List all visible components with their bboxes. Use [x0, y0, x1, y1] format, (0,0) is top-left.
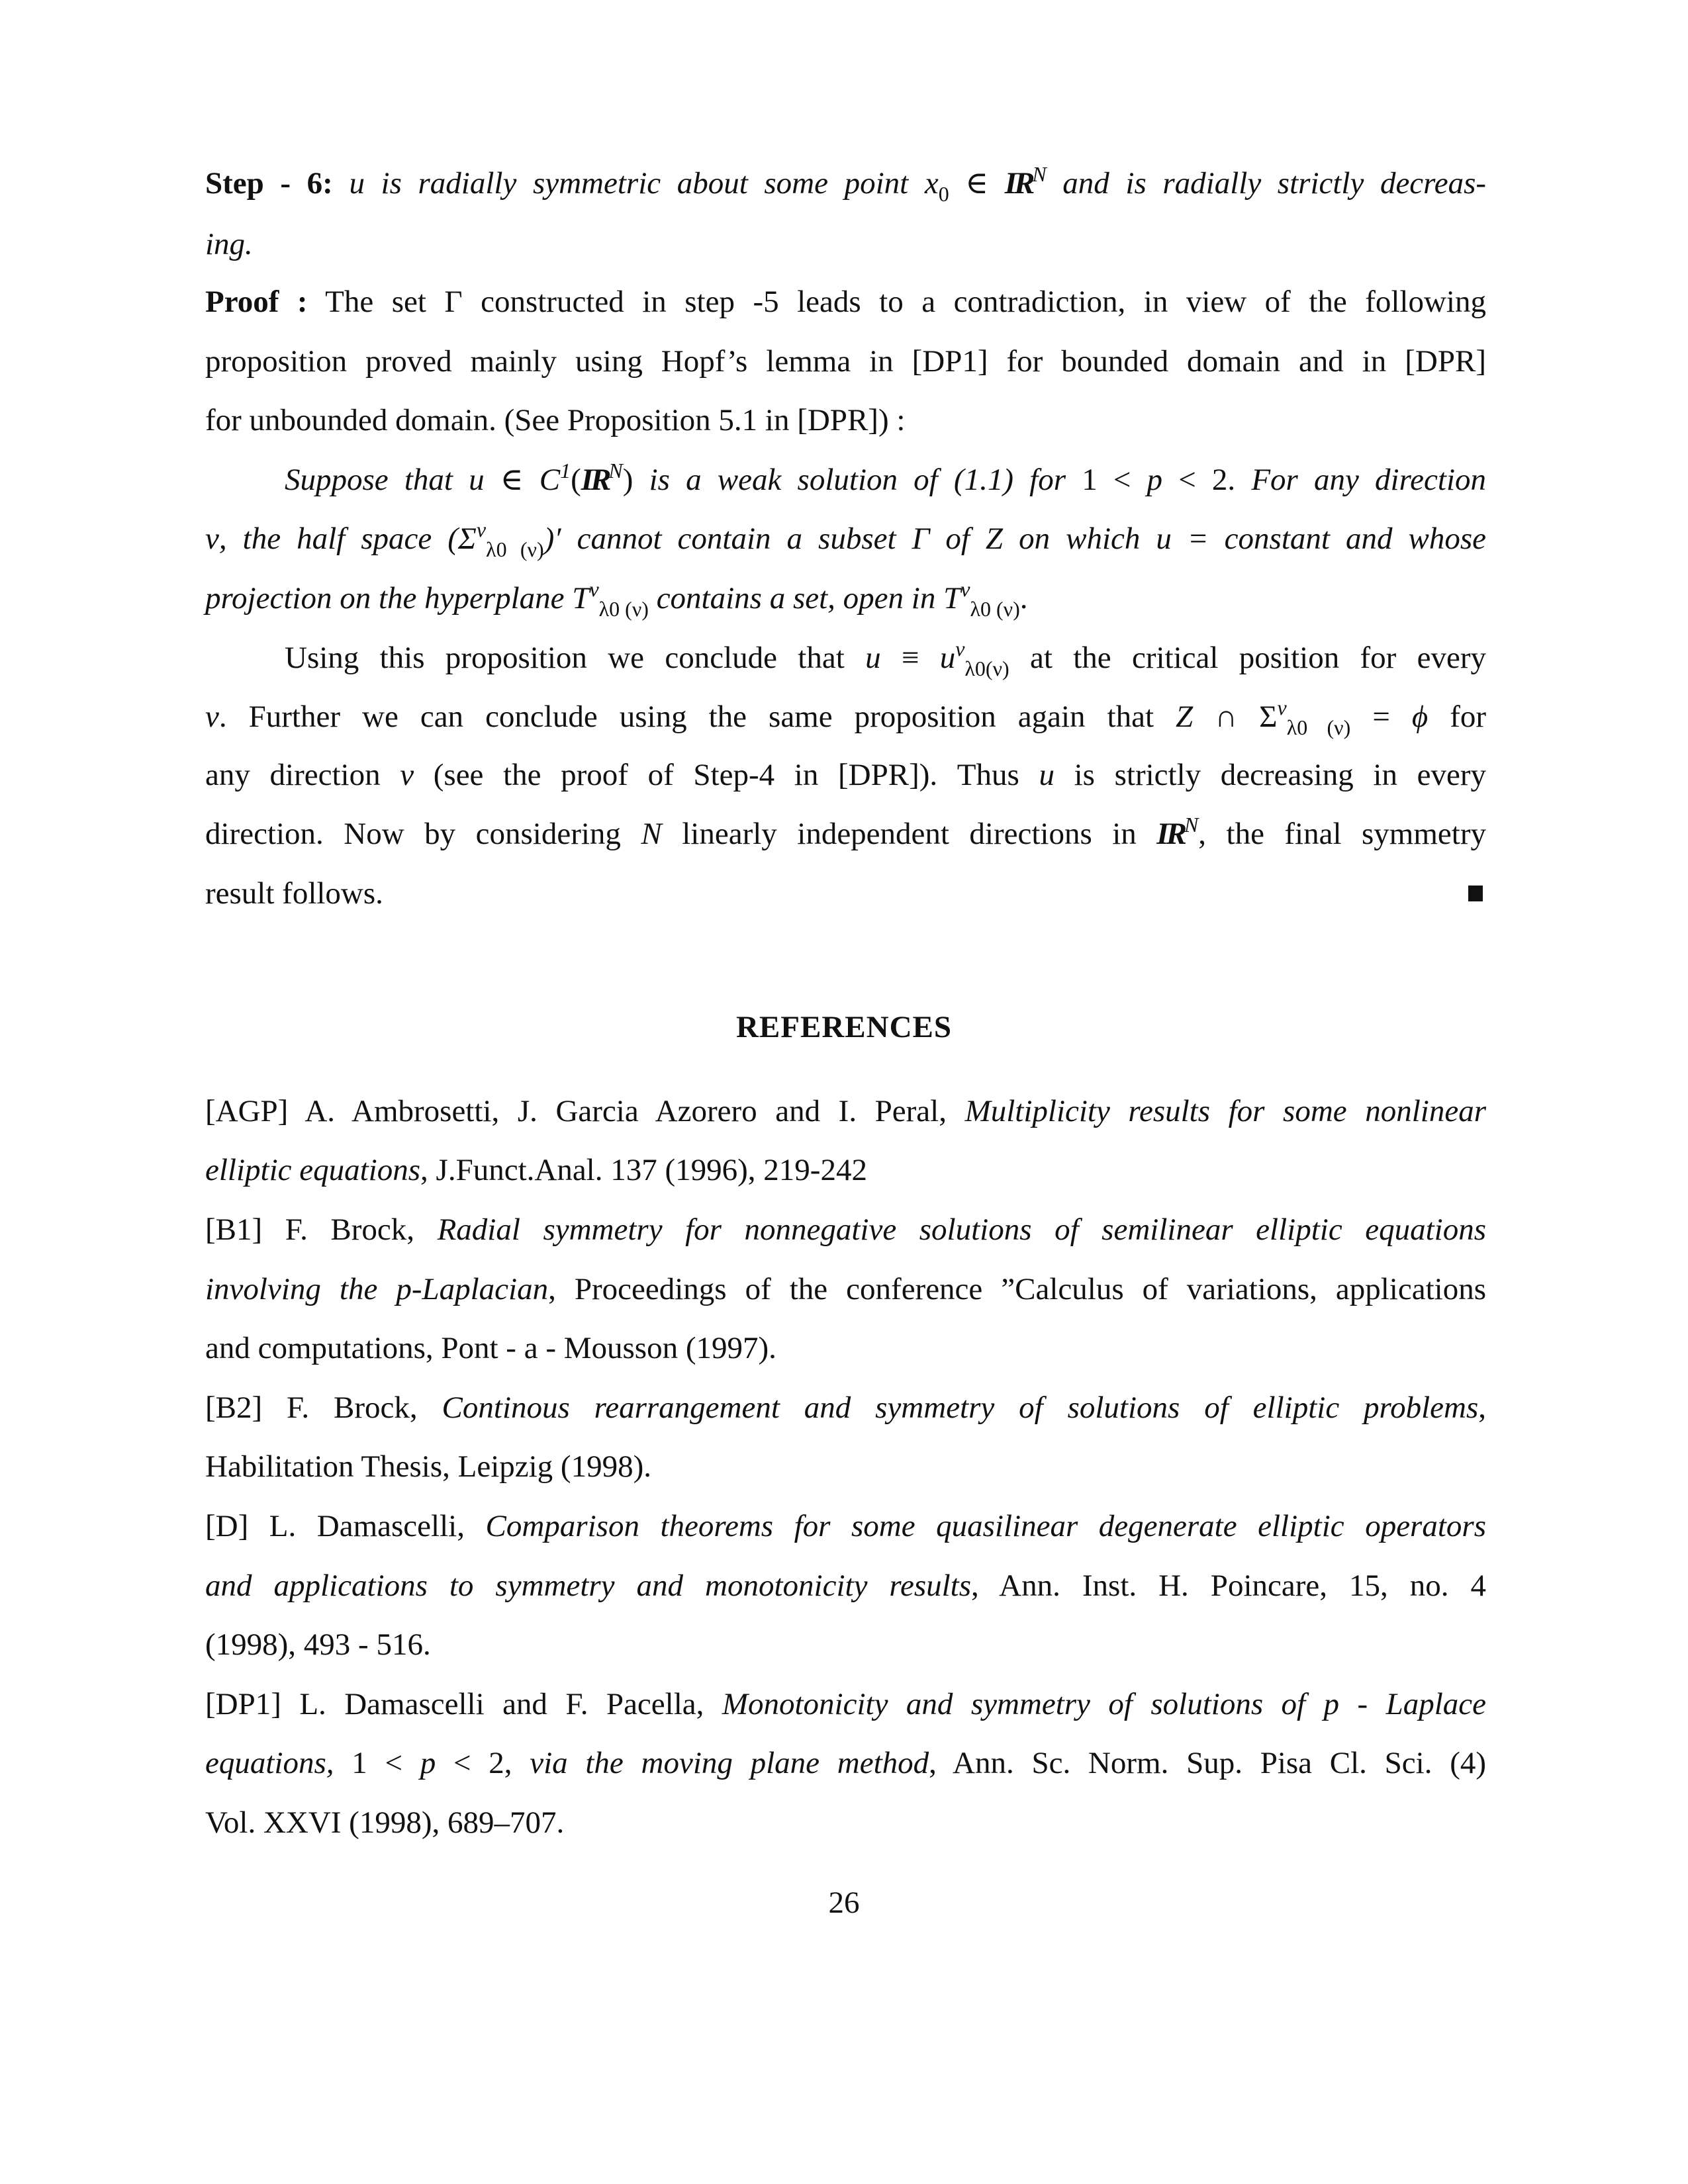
text-run: ∩ Σ — [1193, 700, 1278, 734]
text-run: linearly independent directions in — [661, 817, 1157, 851]
reference-line — [205, 1447, 1486, 1486]
text-run: For any direction — [1251, 463, 1486, 497]
text-run: u — [865, 641, 881, 675]
superscript: ν — [589, 577, 599, 601]
text-line — [205, 341, 1486, 381]
text-line — [205, 224, 1486, 264]
text-line — [205, 162, 1487, 206]
text-run: u is radially symmetric about some point x — [332, 166, 939, 201]
reference-line — [205, 1803, 1486, 1843]
text-run: Comparison theorems for some quasilinear degenerate elliptic operators — [485, 1509, 1486, 1543]
text-run: . — [1019, 581, 1028, 615]
text-line — [205, 282, 1486, 322]
text-run: (see the proof of Step-4 in [DPR]). Thus — [414, 758, 1039, 792]
subscript: 0 — [938, 182, 949, 206]
text-run: involving the p-Laplacian — [205, 1272, 549, 1306]
text-run: p — [420, 1746, 436, 1780]
text-run: Step - 6: — [205, 166, 333, 201]
text-run: via the moving plane method — [530, 1746, 929, 1780]
text-run: IR — [1004, 166, 1033, 201]
text-run: )′ cannot contain a subset Γ of Z on which u = constant and whose — [543, 522, 1486, 556]
text-run: is a weak solution of (1.1) for — [633, 463, 1082, 497]
text-run: [D] L. Damascelli, — [205, 1509, 486, 1543]
text-run: at the critical position for every — [1009, 641, 1486, 675]
text-run: ν, the half space (Σ — [205, 522, 477, 556]
superscript: N — [608, 459, 623, 482]
text-run: ϕ — [1411, 700, 1429, 734]
text-run: < 2, — [436, 1746, 530, 1780]
text-run: and applications to symmetry and monotonicity results — [205, 1569, 972, 1603]
superscript: 1 — [560, 459, 571, 482]
text-run: [AGP] A. Ambrosetti, J. Garcia Azorero and I. Peral, — [205, 1094, 965, 1128]
text-run: direction. Now by considering — [205, 817, 641, 851]
text-line — [205, 519, 1486, 559]
reference-line — [205, 1388, 1486, 1428]
text-line — [205, 697, 1486, 737]
text-run: is strictly decreasing in every — [1054, 758, 1486, 792]
text-run: ∈ — [949, 166, 1005, 201]
superscript: ν — [961, 577, 970, 601]
text-run: for unbounded domain. (See Proposition 5.1 in [DPR]) : — [205, 403, 906, 437]
text-run: ν — [400, 758, 414, 792]
reference-line — [205, 1684, 1486, 1724]
text-run: [B1] F. Brock, — [205, 1212, 438, 1247]
text-line — [205, 874, 1486, 913]
text-run: Continous rearrangement and symmetry of solutions of elliptic problems — [442, 1390, 1479, 1425]
text-run: , the final symmetry — [1198, 817, 1486, 851]
text-run: The set Γ constructed in step -5 leads to a contradiction, in view of the following — [307, 285, 1486, 319]
text-run: equations, — [205, 1746, 352, 1780]
text-run: Proof : — [205, 285, 308, 319]
reference-line — [205, 1506, 1486, 1546]
reference-line — [205, 1328, 1486, 1368]
text-run: = — [1350, 700, 1412, 734]
qed-square-icon — [1468, 886, 1483, 901]
text-run: 1 < — [352, 1746, 420, 1780]
text-run: ) — [622, 463, 633, 497]
text-run: (1998), 493 - 516. — [205, 1627, 431, 1662]
text-run: ≡ — [880, 641, 940, 675]
text-run: , Ann. Sc. Norm. Sup. Pisa Cl. Sci. (4) — [929, 1746, 1487, 1780]
text-run: result follows. — [205, 876, 383, 911]
text-run: Habilitation Thesis, Leipzig (1998). — [205, 1449, 651, 1484]
reference-line — [205, 1625, 1486, 1664]
text-run: Z — [1176, 700, 1194, 734]
text-line — [205, 400, 1486, 440]
subscript: λ0 (ν) — [970, 597, 1020, 621]
reference-line — [205, 1743, 1486, 1783]
reference-line — [205, 1269, 1486, 1309]
subscript: λ0 (ν) — [1286, 715, 1351, 739]
text-line — [205, 638, 1486, 678]
text-run: any direction — [205, 758, 400, 792]
text-run: IR — [581, 463, 609, 497]
text-run: Using this proposition we conclude that — [285, 641, 866, 675]
text-run: Vol. XXVI (1998), 689–707. — [205, 1805, 565, 1840]
text-run: . Further we can conclude using the same proposition again that — [218, 700, 1176, 734]
superscript: ν — [476, 518, 487, 541]
text-run: proposition proved mainly using Hopf’s lemma in [DP1] for bounded domain and in [DPR] — [205, 344, 1486, 379]
text-run: projection on the hyperplane T — [205, 581, 590, 615]
text-run: contains a set, open in T — [648, 581, 961, 615]
text-line — [205, 814, 1486, 854]
text-run: 1 < — [1082, 463, 1147, 497]
text-run: ( — [571, 463, 581, 497]
text-line — [205, 577, 1486, 621]
subscript: λ0(ν) — [964, 657, 1009, 680]
text-run: [DP1] L. Damascelli and F. Pacella, — [205, 1687, 722, 1721]
page-number: 26 — [828, 1886, 860, 1920]
text-run: [B2] F. Brock, — [205, 1390, 442, 1425]
text-run: u — [939, 641, 956, 675]
text-run: ν — [205, 700, 219, 734]
text-run: Radial symmetry for nonnegative solutions of semilinear elliptic equations — [437, 1212, 1486, 1247]
reference-line — [205, 1091, 1486, 1131]
references-heading: REFERENCES — [735, 1010, 952, 1044]
subscript: λ0 (ν) — [598, 597, 649, 621]
text-run: u — [1039, 758, 1055, 792]
text-run: elliptic equations — [205, 1153, 421, 1187]
text-run: and computations, Pont - a - Mousson (1997). — [205, 1331, 776, 1365]
text-run: , Proceedings of the conference ”Calculus of variations, applications — [548, 1272, 1486, 1306]
text-line — [205, 755, 1486, 795]
text-run: N — [641, 817, 662, 851]
reference-line — [205, 1150, 1486, 1190]
text-run: , J.Funct.Anal. 137 (1996), 219-242 — [420, 1153, 867, 1187]
superscript: ν — [1277, 696, 1287, 719]
superscript: N — [1184, 813, 1199, 837]
superscript: N — [1032, 162, 1047, 186]
text-run: for — [1428, 700, 1486, 734]
text-run: IR — [1156, 817, 1184, 851]
text-line — [205, 460, 1486, 500]
text-run: p — [1147, 463, 1163, 497]
text-run: , Ann. Inst. H. Poincare, 15, no. 4 — [971, 1569, 1486, 1603]
text-run: Monotonicity and symmetry of solutions of p - Laplace — [722, 1687, 1486, 1721]
reference-line — [205, 1566, 1486, 1606]
superscript: ν — [955, 637, 965, 660]
text-run: Multiplicity results for some nonlinear — [964, 1094, 1486, 1128]
text-run: , — [1478, 1390, 1487, 1425]
text-run: ing. — [205, 227, 253, 261]
subscript: λ0 (ν) — [486, 537, 544, 561]
text-run: < 2. — [1162, 463, 1252, 497]
text-run: and is radially strictly decreas- — [1046, 166, 1487, 201]
reference-line — [205, 1210, 1486, 1250]
text-run: Suppose that u ∈ C — [285, 463, 561, 497]
